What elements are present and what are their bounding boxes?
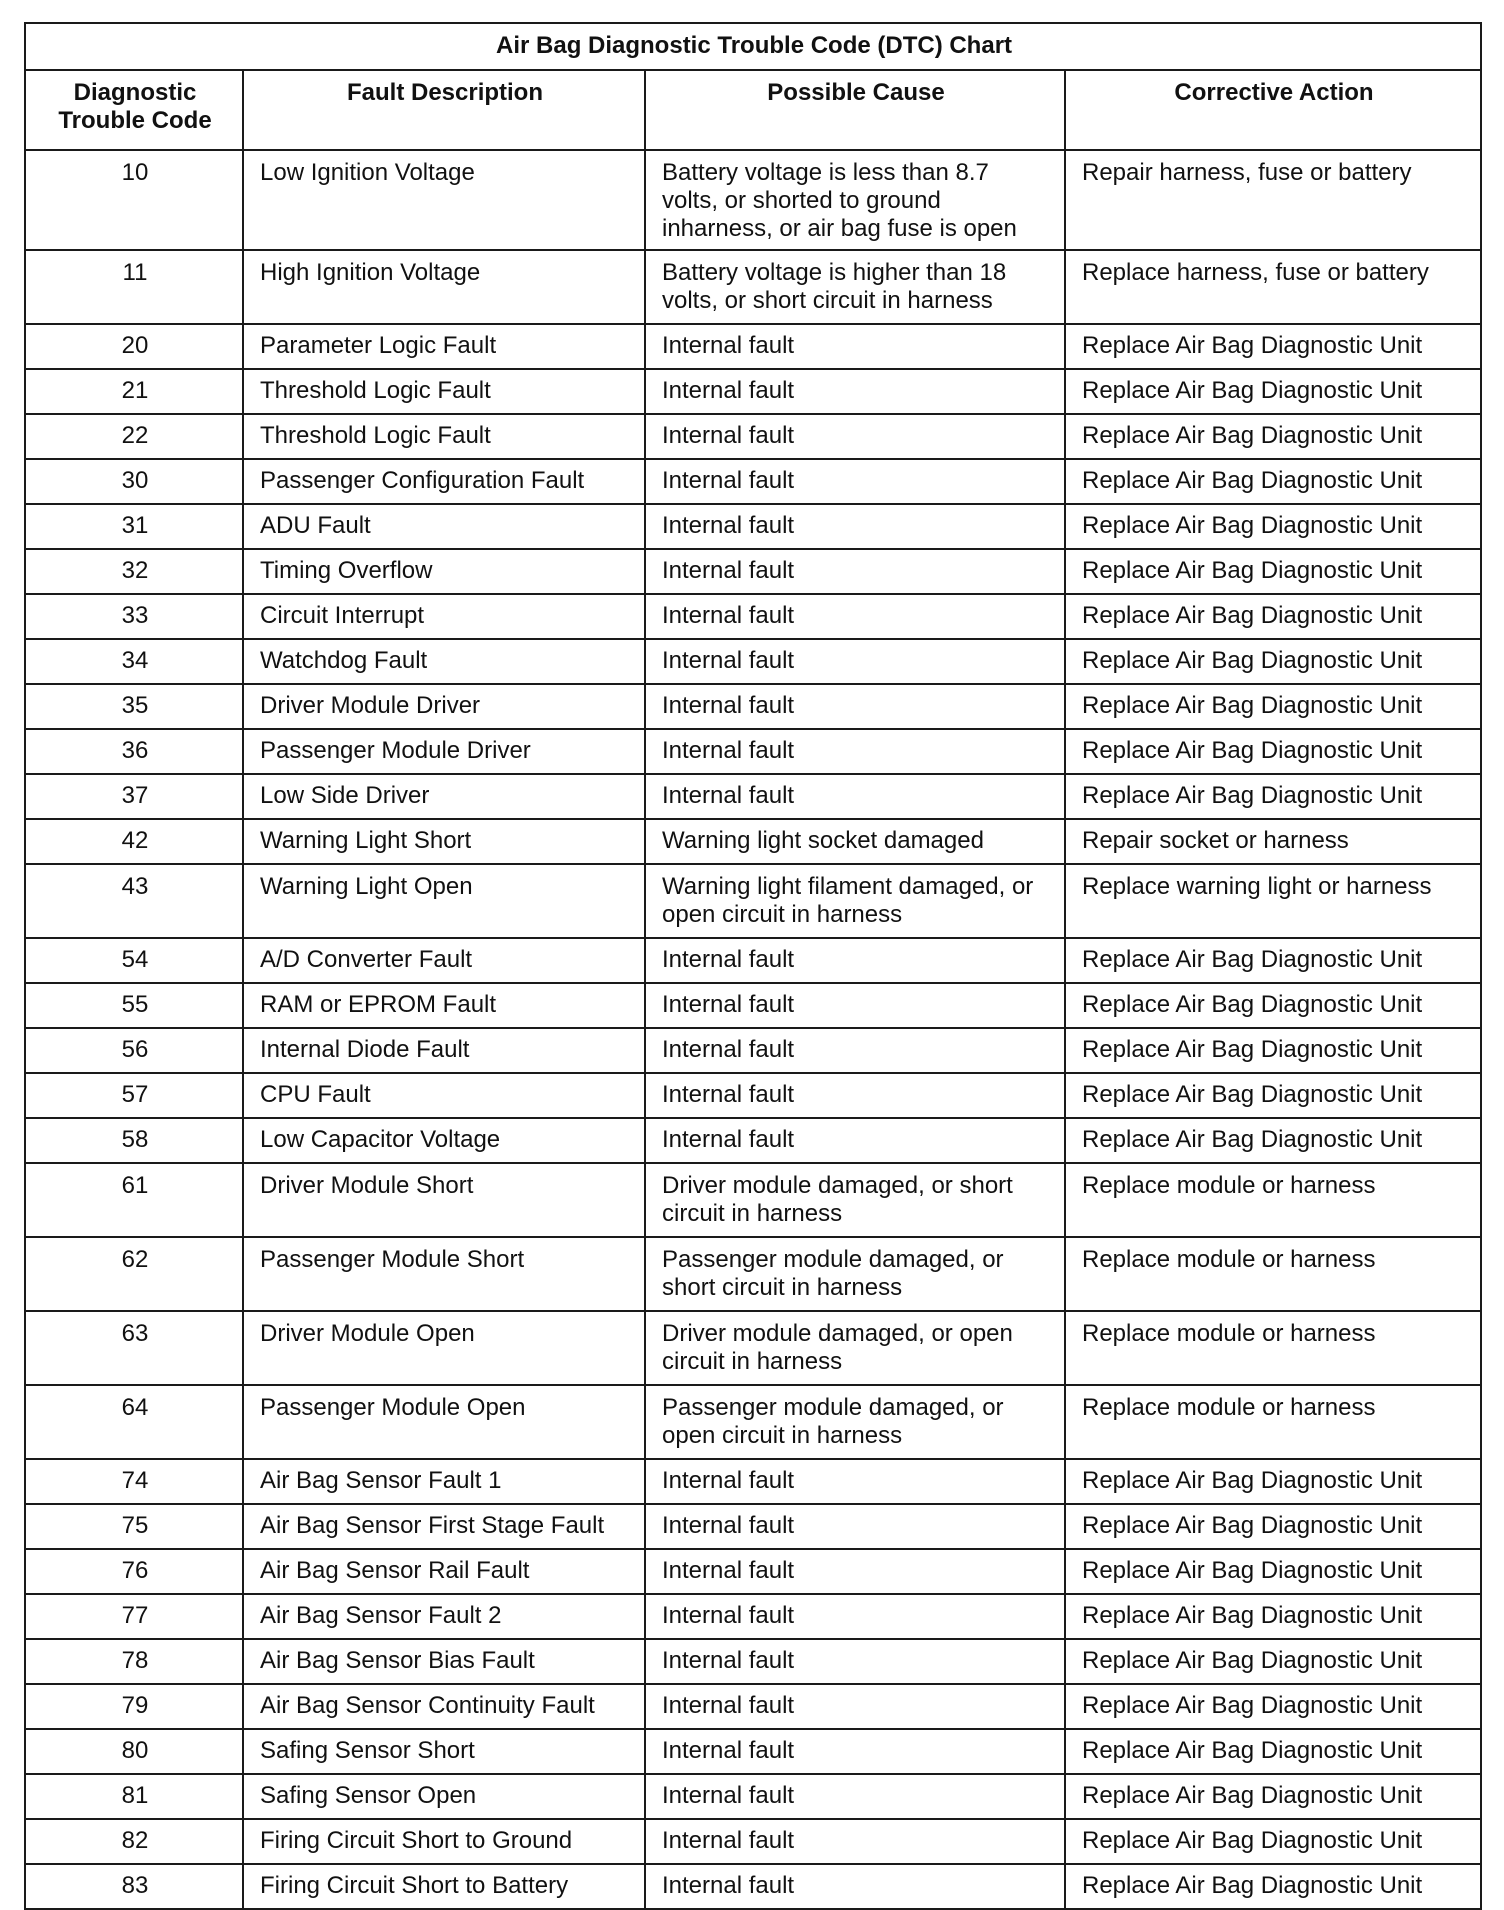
cell-possible-cause: Internal fault [645,324,1065,369]
cell-fault-description: Air Bag Sensor Continuity Fault [243,1684,645,1729]
table-row [25,1684,1481,1729]
cell-code: 30 [25,459,243,504]
cell-fault-description: Low Ignition Voltage [243,150,645,250]
table-row [25,414,1481,459]
cell-corrective-action: Replace warning light or harness [1065,864,1481,938]
table-row [25,729,1481,774]
cell-corrective-action: Replace Air Bag Diagnostic Unit [1065,1639,1481,1684]
cell-corrective-action: Replace Air Bag Diagnostic Unit [1065,1684,1481,1729]
cell-code: 75 [25,1504,243,1549]
cell-code: 81 [25,1774,243,1819]
cell-fault-description: Internal Diode Fault [243,1028,645,1073]
cell-possible-cause: Internal fault [645,639,1065,684]
cell-corrective-action: Replace Air Bag Diagnostic Unit [1065,938,1481,983]
cell-corrective-action: Replace Air Bag Diagnostic Unit [1065,369,1481,414]
cell-fault-description: A/D Converter Fault [243,938,645,983]
cell-code: 32 [25,549,243,594]
table-row [25,250,1481,324]
cell-fault-description: Safing Sensor Open [243,1774,645,1819]
cell-code: 61 [25,1163,243,1237]
cell-fault-description: Passenger Module Open [243,1385,645,1459]
cell-possible-cause: Internal fault [645,1073,1065,1118]
cell-possible-cause: Battery voltage is higher than 18 volts, or short circuit in harness [645,250,1065,324]
column-header-code: Diagnostic Trouble Code [25,70,243,150]
cell-corrective-action: Replace Air Bag Diagnostic Unit [1065,1549,1481,1594]
cell-fault-description: Timing Overflow [243,549,645,594]
cell-fault-description: Air Bag Sensor Rail Fault [243,1549,645,1594]
cell-possible-cause: Battery voltage is less than 8.7 volts, or shorted to ground inharness, or air bag fuse is open [645,150,1065,250]
cell-code: 77 [25,1594,243,1639]
cell-fault-description: Watchdog Fault [243,639,645,684]
dtc-table [24,22,1482,1910]
table-row [25,549,1481,594]
table-row [25,983,1481,1028]
cell-possible-cause: Internal fault [645,1639,1065,1684]
cell-corrective-action: Replace Air Bag Diagnostic Unit [1065,639,1481,684]
table-row [25,639,1481,684]
cell-code: 42 [25,819,243,864]
cell-possible-cause: Internal fault [645,1684,1065,1729]
cell-possible-cause: Warning light socket damaged [645,819,1065,864]
cell-possible-cause: Driver module damaged, or short circuit in harness [645,1163,1065,1237]
cell-possible-cause: Internal fault [645,1594,1065,1639]
cell-code: 56 [25,1028,243,1073]
cell-fault-description: Driver Module Open [243,1311,645,1385]
cell-corrective-action: Replace Air Bag Diagnostic Unit [1065,1774,1481,1819]
cell-code: 21 [25,369,243,414]
table-row [25,1774,1481,1819]
cell-fault-description: Low Side Driver [243,774,645,819]
column-header-fault: Fault Description [243,70,645,150]
cell-code: 54 [25,938,243,983]
cell-code: 34 [25,639,243,684]
table-row [25,1594,1481,1639]
cell-code: 80 [25,1729,243,1774]
cell-fault-description: CPU Fault [243,1073,645,1118]
table-row [25,1163,1481,1237]
cell-possible-cause: Internal fault [645,504,1065,549]
table-row [25,1729,1481,1774]
cell-corrective-action: Replace module or harness [1065,1237,1481,1311]
cell-corrective-action: Replace Air Bag Diagnostic Unit [1065,1819,1481,1864]
cell-possible-cause: Internal fault [645,414,1065,459]
cell-corrective-action: Replace Air Bag Diagnostic Unit [1065,684,1481,729]
cell-fault-description: Circuit Interrupt [243,594,645,639]
cell-fault-description: Threshold Logic Fault [243,369,645,414]
table-row [25,369,1481,414]
cell-corrective-action: Replace Air Bag Diagnostic Unit [1065,324,1481,369]
cell-corrective-action: Replace Air Bag Diagnostic Unit [1065,549,1481,594]
cell-fault-description: Passenger Module Driver [243,729,645,774]
cell-possible-cause: Internal fault [645,1459,1065,1504]
cell-corrective-action: Repair harness, fuse or battery [1065,150,1481,250]
cell-fault-description: Safing Sensor Short [243,1729,645,1774]
cell-code: 11 [25,250,243,324]
cell-corrective-action: Replace Air Bag Diagnostic Unit [1065,1594,1481,1639]
cell-code: 31 [25,504,243,549]
cell-fault-description: Warning Light Short [243,819,645,864]
cell-corrective-action: Replace Air Bag Diagnostic Unit [1065,774,1481,819]
cell-corrective-action: Replace Air Bag Diagnostic Unit [1065,1028,1481,1073]
cell-possible-cause: Internal fault [645,1118,1065,1163]
cell-corrective-action: Replace module or harness [1065,1163,1481,1237]
table-row [25,938,1481,983]
cell-possible-cause: Internal fault [645,1549,1065,1594]
cell-fault-description: Driver Module Short [243,1163,645,1237]
cell-corrective-action: Replace Air Bag Diagnostic Unit [1065,594,1481,639]
cell-possible-cause: Internal fault [645,369,1065,414]
column-header-cause: Possible Cause [645,70,1065,150]
cell-corrective-action: Replace Air Bag Diagnostic Unit [1065,1459,1481,1504]
cell-fault-description: High Ignition Voltage [243,250,645,324]
cell-possible-cause: Internal fault [645,594,1065,639]
cell-corrective-action: Replace Air Bag Diagnostic Unit [1065,1073,1481,1118]
cell-fault-description: Firing Circuit Short to Battery [243,1864,645,1909]
cell-possible-cause: Internal fault [645,774,1065,819]
cell-possible-cause: Passenger module damaged, or open circuit in harness [645,1385,1065,1459]
cell-corrective-action: Replace module or harness [1065,1385,1481,1459]
cell-fault-description: Air Bag Sensor Bias Fault [243,1639,645,1684]
cell-code: 20 [25,324,243,369]
table-row [25,774,1481,819]
cell-code: 36 [25,729,243,774]
cell-code: 55 [25,983,243,1028]
cell-fault-description: Firing Circuit Short to Ground [243,1819,645,1864]
table-row [25,459,1481,504]
cell-fault-description: Passenger Configuration Fault [243,459,645,504]
cell-corrective-action: Replace module or harness [1065,1311,1481,1385]
cell-code: 10 [25,150,243,250]
cell-fault-description: Air Bag Sensor Fault 2 [243,1594,645,1639]
table-title-row [25,23,1481,70]
cell-fault-description: Passenger Module Short [243,1237,645,1311]
cell-possible-cause: Internal fault [645,938,1065,983]
cell-code: 57 [25,1073,243,1118]
cell-fault-description: Low Capacitor Voltage [243,1118,645,1163]
cell-possible-cause: Internal fault [645,1774,1065,1819]
cell-corrective-action: Replace Air Bag Diagnostic Unit [1065,459,1481,504]
table-row [25,1639,1481,1684]
cell-code: 76 [25,1549,243,1594]
cell-code: 79 [25,1684,243,1729]
cell-corrective-action: Replace Air Bag Diagnostic Unit [1065,1729,1481,1774]
table-body [25,150,1481,1909]
cell-code: 35 [25,684,243,729]
cell-fault-description: Threshold Logic Fault [243,414,645,459]
cell-fault-description: Parameter Logic Fault [243,324,645,369]
cell-corrective-action: Replace Air Bag Diagnostic Unit [1065,1864,1481,1909]
cell-code: 74 [25,1459,243,1504]
table-row [25,1311,1481,1385]
cell-possible-cause: Internal fault [645,1504,1065,1549]
cell-corrective-action: Replace Air Bag Diagnostic Unit [1065,504,1481,549]
cell-possible-cause: Internal fault [645,729,1065,774]
cell-corrective-action: Repair socket or harness [1065,819,1481,864]
table-row [25,150,1481,250]
table-row [25,1549,1481,1594]
cell-code: 43 [25,864,243,938]
dtc-chart-sheet [24,22,1480,1910]
cell-corrective-action: Replace harness, fuse or battery [1065,250,1481,324]
table-row [25,594,1481,639]
cell-fault-description: Air Bag Sensor Fault 1 [243,1459,645,1504]
cell-code: 78 [25,1639,243,1684]
column-header-action: Corrective Action [1065,70,1481,150]
column-header-row [25,70,1481,150]
cell-corrective-action: Replace Air Bag Diagnostic Unit [1065,729,1481,774]
cell-corrective-action: Replace Air Bag Diagnostic Unit [1065,1504,1481,1549]
cell-code: 22 [25,414,243,459]
table-row [25,1073,1481,1118]
table-row [25,1819,1481,1864]
cell-fault-description: Air Bag Sensor First Stage Fault [243,1504,645,1549]
table-row [25,1028,1481,1073]
cell-possible-cause: Internal fault [645,1819,1065,1864]
table-row [25,324,1481,369]
table-row [25,1118,1481,1163]
table-row [25,864,1481,938]
cell-code: 63 [25,1311,243,1385]
cell-possible-cause: Warning light filament damaged, or open circuit in harness [645,864,1065,938]
table-title: Air Bag Diagnostic Trouble Code (DTC) Chart [25,23,1481,70]
table-row [25,1864,1481,1909]
cell-possible-cause: Internal fault [645,1028,1065,1073]
cell-code: 64 [25,1385,243,1459]
table-row [25,1504,1481,1549]
cell-possible-cause: Internal fault [645,459,1065,504]
cell-corrective-action: Replace Air Bag Diagnostic Unit [1065,414,1481,459]
cell-fault-description: RAM or EPROM Fault [243,983,645,1028]
cell-corrective-action: Replace Air Bag Diagnostic Unit [1065,983,1481,1028]
cell-possible-cause: Internal fault [645,1864,1065,1909]
cell-possible-cause: Driver module damaged, or open circuit in harness [645,1311,1065,1385]
table-row [25,504,1481,549]
cell-corrective-action: Replace Air Bag Diagnostic Unit [1065,1118,1481,1163]
cell-fault-description: Driver Module Driver [243,684,645,729]
cell-fault-description: ADU Fault [243,504,645,549]
table-row [25,684,1481,729]
table-row [25,1385,1481,1459]
cell-possible-cause: Passenger module damaged, or short circuit in harness [645,1237,1065,1311]
cell-possible-cause: Internal fault [645,549,1065,594]
cell-code: 83 [25,1864,243,1909]
cell-code: 58 [25,1118,243,1163]
cell-possible-cause: Internal fault [645,684,1065,729]
table-row [25,1237,1481,1311]
cell-code: 82 [25,1819,243,1864]
cell-possible-cause: Internal fault [645,1729,1065,1774]
table-row [25,819,1481,864]
cell-code: 33 [25,594,243,639]
cell-code: 62 [25,1237,243,1311]
table-row [25,1459,1481,1504]
cell-possible-cause: Internal fault [645,983,1065,1028]
cell-code: 37 [25,774,243,819]
cell-fault-description: Warning Light Open [243,864,645,938]
